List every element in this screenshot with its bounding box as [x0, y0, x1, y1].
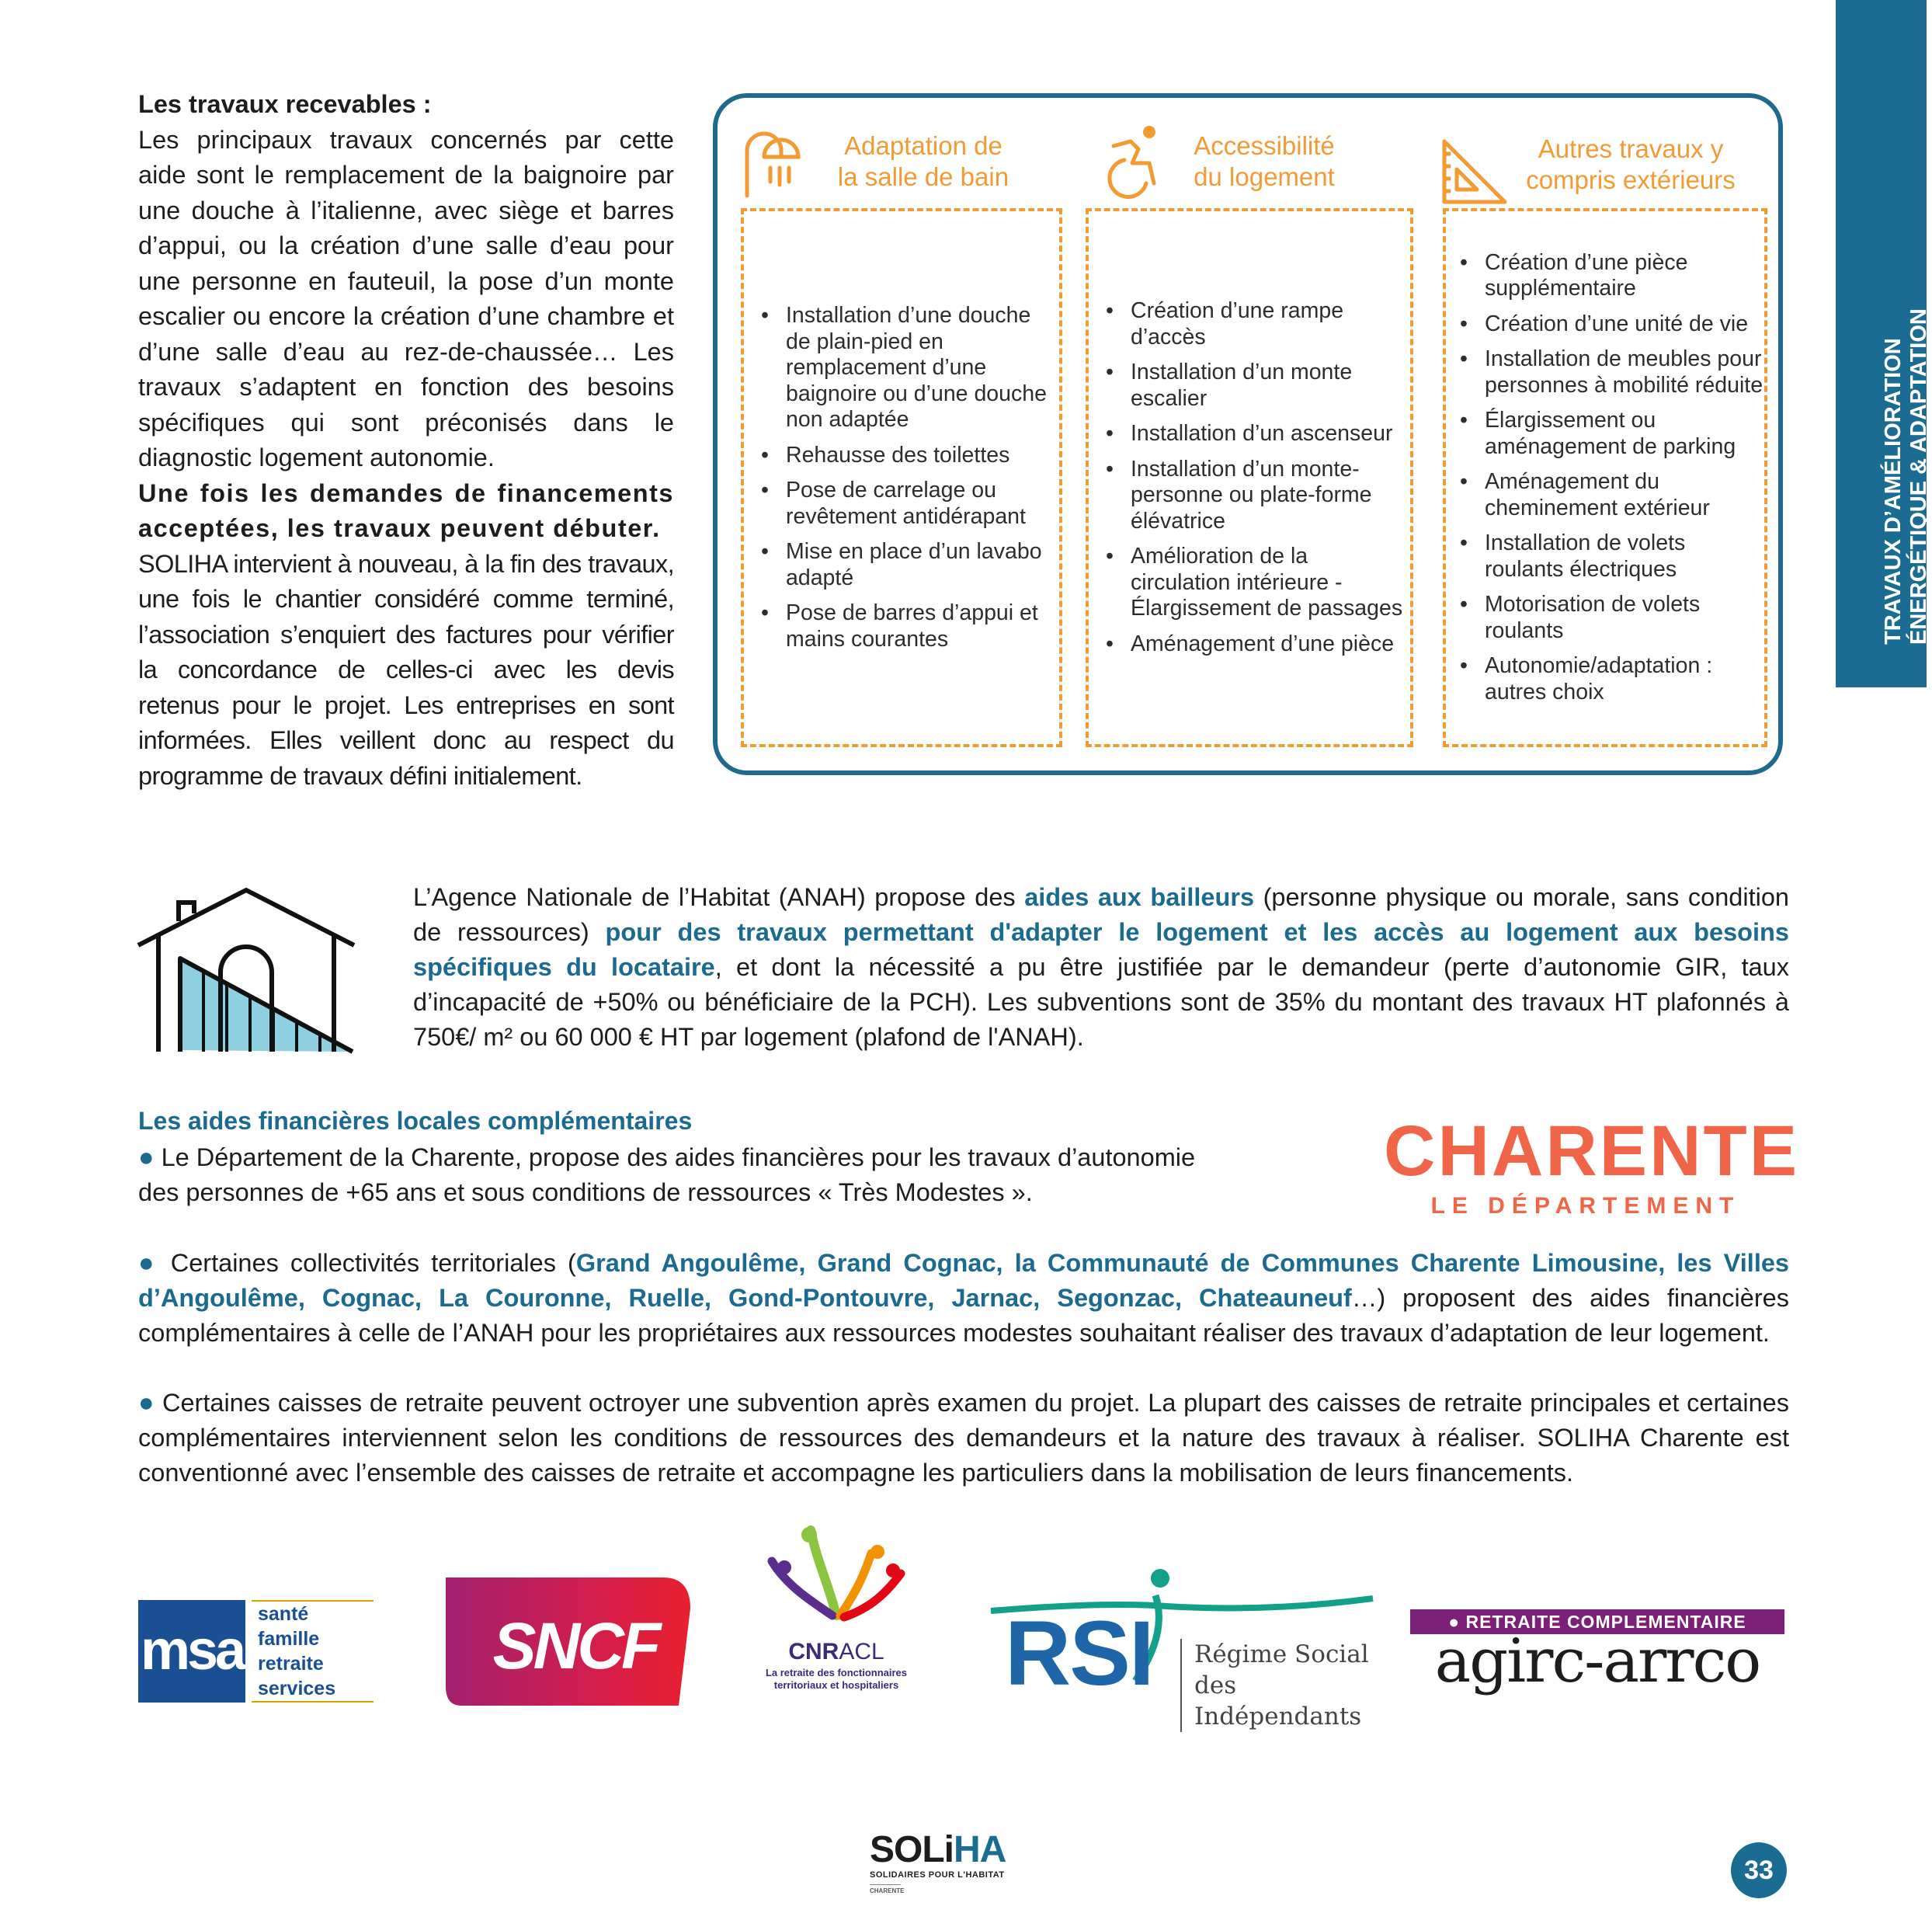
anah-paragraph: L’Agence Nationale de l’Habitat (ANAH) propose des aides aux bailleurs (personne physique ou morale, sans condition de ressources) pour des travaux permettant d'adapter le logement et les accès au logement aux besoins spécifiques du locataire, et dont la nécessité a pu être justifiée par le demandeur (perte d’autonomie GIR, taux d’incapacité de +50% ou bénéficiaire de la PCH). Les subventions sont de 35% du montant des travaux HT plafonnés à 750€/ m² ou 60 000 € HT par logement (plafond de l'ANAH).	[413, 883, 1789, 1051]
list-item: • Installation d’une douche de plain-pied en remplacement d’une baignoire ou d’une douche non adaptée	[786, 303, 1059, 433]
msa-logo: msa santé famille retraite services	[138, 1600, 367, 1703]
wheelchair-icon	[1101, 123, 1169, 201]
side-tab-label: TRAVAUX D’AMÉLIORATION ÉNERGÉTIQUE & ADAPTATION	[1881, 308, 1931, 645]
list-item: • Création d’une rampe d’accès	[1131, 298, 1410, 350]
list-item: • Rehausse des toilettes	[786, 443, 1059, 469]
sncf-logo: SNCF	[446, 1577, 690, 1710]
list-item: • Amélioration de la circulation intérieure - Élargissement de passages	[1131, 544, 1410, 622]
list-item: • Aménagement d’une pièce	[1131, 631, 1410, 658]
local-aid-departement: ● Le Département de la Charente, propose des aides financières pour les travaux d’autonomie des personnes de +65 ans et sous conditions de ressources « Très Modestes ».	[138, 1143, 1196, 1206]
list-item: • Autonomie/adaptation : autres choix	[1485, 653, 1764, 705]
list-item: • Installation d’un monte escalier	[1131, 360, 1410, 412]
charente-logo: CHARENTE LE DÉPARTEMENT	[1384, 1111, 1800, 1219]
local-aid-caisses: ● Certaines caisses de retraite peuvent octroyer une subvention après examen du projet. La plupart des caisses de retraite principales et certaines complémentaires interviennent selon les conditions de ressources des demandeurs et la nature des travaux à réaliser. SOLIHA Charente est conventionné avec l’ensemble des caisses de retraite et accompagne les particuliers dans la mobilisation de leurs financements.	[138, 1388, 1789, 1487]
section-side-tab	[1836, 0, 1931, 687]
list-item: • Motorisation de volets roulants	[1485, 592, 1764, 644]
rsi-logo: RSI Régime Social des Indépendants	[988, 1564, 1376, 1704]
list-item: • Pose de barres d’appui et mains courantes	[786, 600, 1059, 652]
list-item: • Installation d’un ascenseur	[1131, 421, 1410, 447]
list-item: • Création d’une unité de vie	[1485, 311, 1764, 338]
list-item: • Création d’une pièce supplémentaire	[1485, 250, 1764, 302]
column-list-box	[1443, 208, 1767, 747]
list-item: • Installation d’un monte-personne ou plate-forme élévatrice	[1131, 457, 1410, 535]
local-aids-title: Les aides financières locales complémentaires	[138, 1107, 693, 1135]
list-item: • Élargissement ou aménagement de parking	[1485, 408, 1764, 460]
list-item: • Installation de meubles pour personnes à mobilité réduite	[1485, 346, 1764, 398]
paragraph: SOLIHA intervient à nouveau, à la fin des travaux, une fois le chantier considéré comme terminé, l’association s’enquiert des factures pour vérifier la concordance de celles-ci avec les devis retenus pour le projet. Les entreprises en sont informées. Elles veillent donc au respect du programme de travaux défini initialement.	[138, 549, 674, 790]
column-title: Adaptation de la salle de bain	[837, 131, 1009, 191]
house-ramp-icon	[134, 887, 359, 1062]
paragraph: Les principaux travaux concernés par cette aide sont le remplacement de la baignoire par une douche à l’italienne, avec siège et barres d’appui, ou la création d’une salle d’eau pour une personne en fauteuil, la pose d’un monte escalier ou encore la création d’une chambre et d’une salle d’eau au rez-de-chaussée… Les travaux s’adaptent en fonction des besoins spécifiques qui sont préconisés dans le diagnostic logement autonomie.	[138, 125, 674, 471]
set-square-icon	[1441, 138, 1508, 209]
travaux-frame	[713, 93, 1783, 775]
shower-icon	[741, 127, 803, 203]
column-title: Accessibilité du logement	[1194, 131, 1335, 191]
agirc-arrco-logo: ● RETRAITE COMPLEMENTAIRE agirc-arrco	[1410, 1609, 1784, 1695]
local-aid-collectivites: ● Certaines collectivités territoriales (Grand Angoulême, Grand Cognac, la Communauté de Communes Charente Limousine, les Villes d’Angoulême, Cognac, La Couronne, Ruelle, Gond-Pontouvre, Jarnac, Segonzac, Chateauneuf…) proposent des aides financières complémentaires à celle de l’ANAH pour les propriétaires aux ressources modestes souhaitant réaliser des travaux d’adaptation de leur logement.	[138, 1248, 1789, 1347]
list-item: • Aménagement du cheminement extérieur	[1485, 469, 1764, 521]
page-number: 33	[1731, 1842, 1787, 1898]
paragraph-bold: Une fois les demandes de financements acceptées, les travaux peuvent débuter.	[138, 478, 674, 542]
column-list-box	[741, 208, 1062, 747]
column-title: Autres travaux y compris extérieurs	[1526, 134, 1736, 194]
list-item: • Mise en place d’un lavabo adapté	[786, 539, 1059, 591]
travaux-recevables-text	[138, 87, 674, 794]
cnracl-logo: CNRACL La retraite des fonctionnaires territoriaux et hospitaliers	[763, 1522, 910, 1701]
section-title: Les travaux recevables :	[138, 90, 432, 118]
list-item: • Installation de volets roulants électriques	[1485, 530, 1764, 583]
soliha-logo: SOLiHA SOLIDAIRES POUR L'HABITAT CHARENTE	[870, 1829, 1006, 1894]
column-list-box	[1086, 208, 1413, 747]
list-item: • Pose de carrelage ou revêtement antidérapant	[786, 478, 1059, 530]
